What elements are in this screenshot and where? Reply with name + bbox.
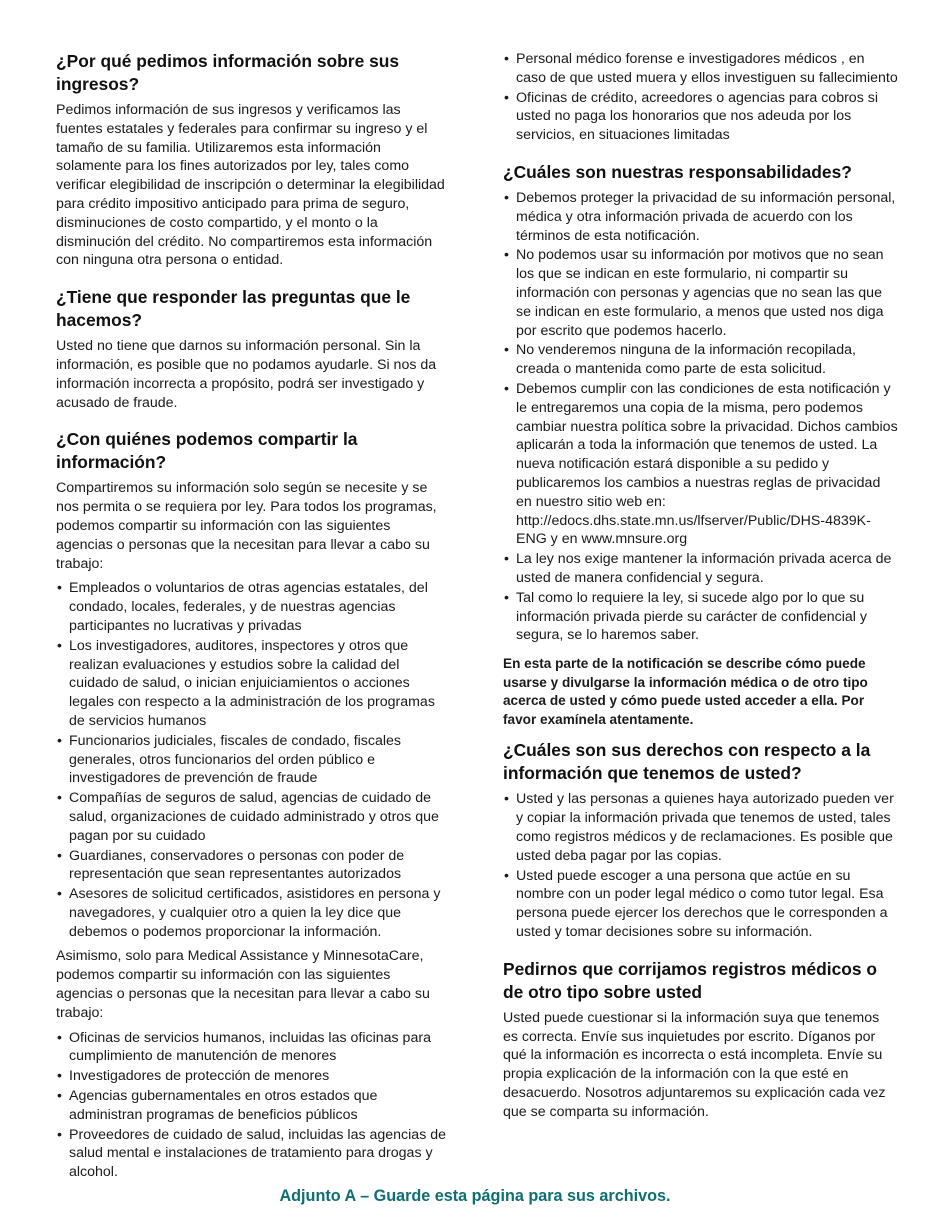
list-item: • Debemos proteger la privacidad de su información personal, médica y otra información privada de acuerdo con los términos de esta notificación. [503, 189, 898, 245]
paragraph: Pedimos información de sus ingresos y verificamos las fuentes estatales y federales para confirmar su ingreso y el tamaño de su familia. Utilizaremos esta información solamente para los fines autorizados por ley, tales como verificar elegibilidad de inscripción o determinar la elegibilidad para crédito impositivo anticipado para prima de seguro, disminuciones de costo compartido, y el monto o la disminución del crédito. No compartiremos esta información con ninguna otra persona o entidad. [56, 102, 445, 269]
section-heading: ¿Con quiénes podemos compartir la información? [56, 429, 358, 473]
list-item: • Investigadores de protección de menores [56, 1067, 448, 1086]
section-income [56, 50, 448, 270]
list-item: • Tal como lo requiere la ley, si sucede algo por lo que su información privada pierde su carácter de confidencial y segura, se lo haremos saber. [503, 589, 898, 645]
list-item: • Usted y las personas a quienes haya autorizado pueden ver y copiar la información privada que tenemos de usted, tales como registros médicos y de reclamaciones. Es posible que usted deba pagar por las copias. [503, 790, 898, 865]
list-item: • Oficinas de servicios humanos, incluidas las oficinas para cumplimiento de manutención de menores [56, 1029, 448, 1067]
list-item: • Los investigadores, auditores, inspectores y otros que realizan evaluaciones y estudios sobre la calidad del cuidado de salud, o inician enjuiciamientos o acciones legales con respecto a la administración de los programas de servicios humanos [56, 637, 448, 731]
page-footer: Adjunto A – Guarde esta página para sus archivos. [279, 1187, 671, 1205]
section-heading: Pedirnos que corrijamos registros médicos o de otro tipo sobre usted [503, 958, 878, 1002]
section-must-answer [56, 286, 448, 412]
section-heading: ¿Cuáles son sus derechos con respecto a la información que tenemos de usted? [503, 740, 871, 784]
bullet-list [503, 189, 898, 645]
section-correct-records [503, 958, 898, 1122]
list-item: • Agencias gubernamentales en otros estados que administran programas de beneficios públicos [56, 1087, 448, 1125]
list-item: • No venderemos ninguna de la información recopilada, creada o mantenida como parte de esta solicitud. [503, 341, 898, 379]
paragraph: Asimismo, solo para Medical Assistance y MinnesotaCare, podemos compartir su información con las siguientes agencias o personas que la necesitan para llevar a cabo su trabajo: [56, 948, 430, 1021]
paragraph: Compartiremos su información solo según se necesite y se nos permita o se requiera por ley. Para todos los programas, podemos compartir su información con las siguientes agencias o personas que la necesitan para llevar a cabo su trabajo: [56, 480, 437, 572]
paragraph: Usted no tiene que darnos su información personal. Sin la información, es posible que no podamos ayudarle. Si nos da información incorrecta a propósito, podrá ser investigado y acusado de fraude. [56, 338, 437, 411]
section-heading: ¿Tiene que responder las preguntas que le hacemos? [56, 287, 411, 331]
list-item: • Guardianes, conservadores o personas con poder de representación que sean representantes autorizados [56, 847, 448, 885]
right-column [503, 50, 898, 1128]
bullet-list [56, 1029, 448, 1182]
list-item: • Oficinas de crédito, acreedores o agencias para cobros si usted no paga los honorarios que nos adeuda por los servicios, en situaciones limitadas [503, 89, 898, 145]
list-item: • La ley nos exige mantener la información privada acerca de usted de manera confidencial y segura. [503, 550, 898, 588]
list-item: • No podemos usar su información por motivos que no sean los que se indican en este formulario, ni compartir su información con personas y agencias que no sean las que se indican en este formulario, a menos que usted nos diga por escrito que podemos hacerlo. [503, 246, 898, 340]
bullet-list [503, 790, 898, 941]
list-item: • Compañías de seguros de salud, agencias de cuidado de salud, organizaciones de cuidado administrado y otros que pagan por su cuidado [56, 789, 448, 845]
bullet-list-continued [503, 50, 898, 145]
section-heading: ¿Por qué pedimos información sobre sus ingresos? [56, 51, 400, 94]
list-item: • Proveedores de cuidado de salud, incluidas las agencias de salud mental e instalaciones de tratamiento para drogas y alcohol. [56, 1126, 448, 1182]
bullet-list [56, 579, 448, 941]
list-item: • Usted puede escoger a una persona que actúe en su nombre con un poder legal médico o como tutor legal. Esa persona puede ejercer los derechos que le corresponden a usted y tomar decisiones sobre su información. [503, 867, 898, 942]
list-item: • Asesores de solicitud certificados, asistidores en persona y navegadores, y cualquier otro a quien la ley dice que debemos o podemos proporcionar la información. [56, 885, 448, 941]
section-your-rights [503, 739, 898, 941]
list-item: • Debemos cumplir con las condiciones de esta notificación y le entregaremos una copia de la misma, pero podemos cambiar nuestra política sobre la privacidad. Dichos cambios aplicarán a toda la información que tenemos de usted. La nueva notificación estará disponible a su pedido y publicaremos los cambios a nuestras reglas de privacidad en nuestro sitio web en: http://edocs.dhs.state.mn.us/lfserver/Public/DHS-4839K-ENG y en www.mnsure.org [503, 380, 898, 549]
section-responsibilities [503, 161, 898, 645]
section-heading: ¿Cuáles son nuestras responsabilidades? [503, 161, 852, 182]
left-column [56, 50, 448, 1188]
list-item: • Empleados o voluntarios de otras agencias estatales, del condado, locales, federales, y de nuestras agencias participantes no lucrativas y privadas [56, 579, 448, 635]
list-item: • Personal médico forense e investigadores médicos , en caso de que usted muera y ellos investiguen su fallecimiento [503, 50, 898, 88]
section-share-with [56, 428, 448, 1182]
notice-paragraph: En esta parte de la notificación se describe cómo puede usarse y divulgarse la información médica o de otro tipo acerca de usted y cómo puede usted acceder a ella. Por favor examínela atentamente. [503, 656, 868, 727]
paragraph: Usted puede cuestionar si la información suya que tenemos es correcta. Envíe sus inquietudes por escrito. Díganos por qué la información es incorrecta o está incompleta. Envíe su propia explicación de la información con la que esté en desacuerdo. Nosotros adjuntaremos su explicación cada vez que se comparta su información. [503, 1009, 886, 1120]
list-item: • Funcionarios judiciales, fiscales de condado, fiscales generales, otros funcionarios del orden público e investigadores de prevención de fraude [56, 732, 448, 788]
